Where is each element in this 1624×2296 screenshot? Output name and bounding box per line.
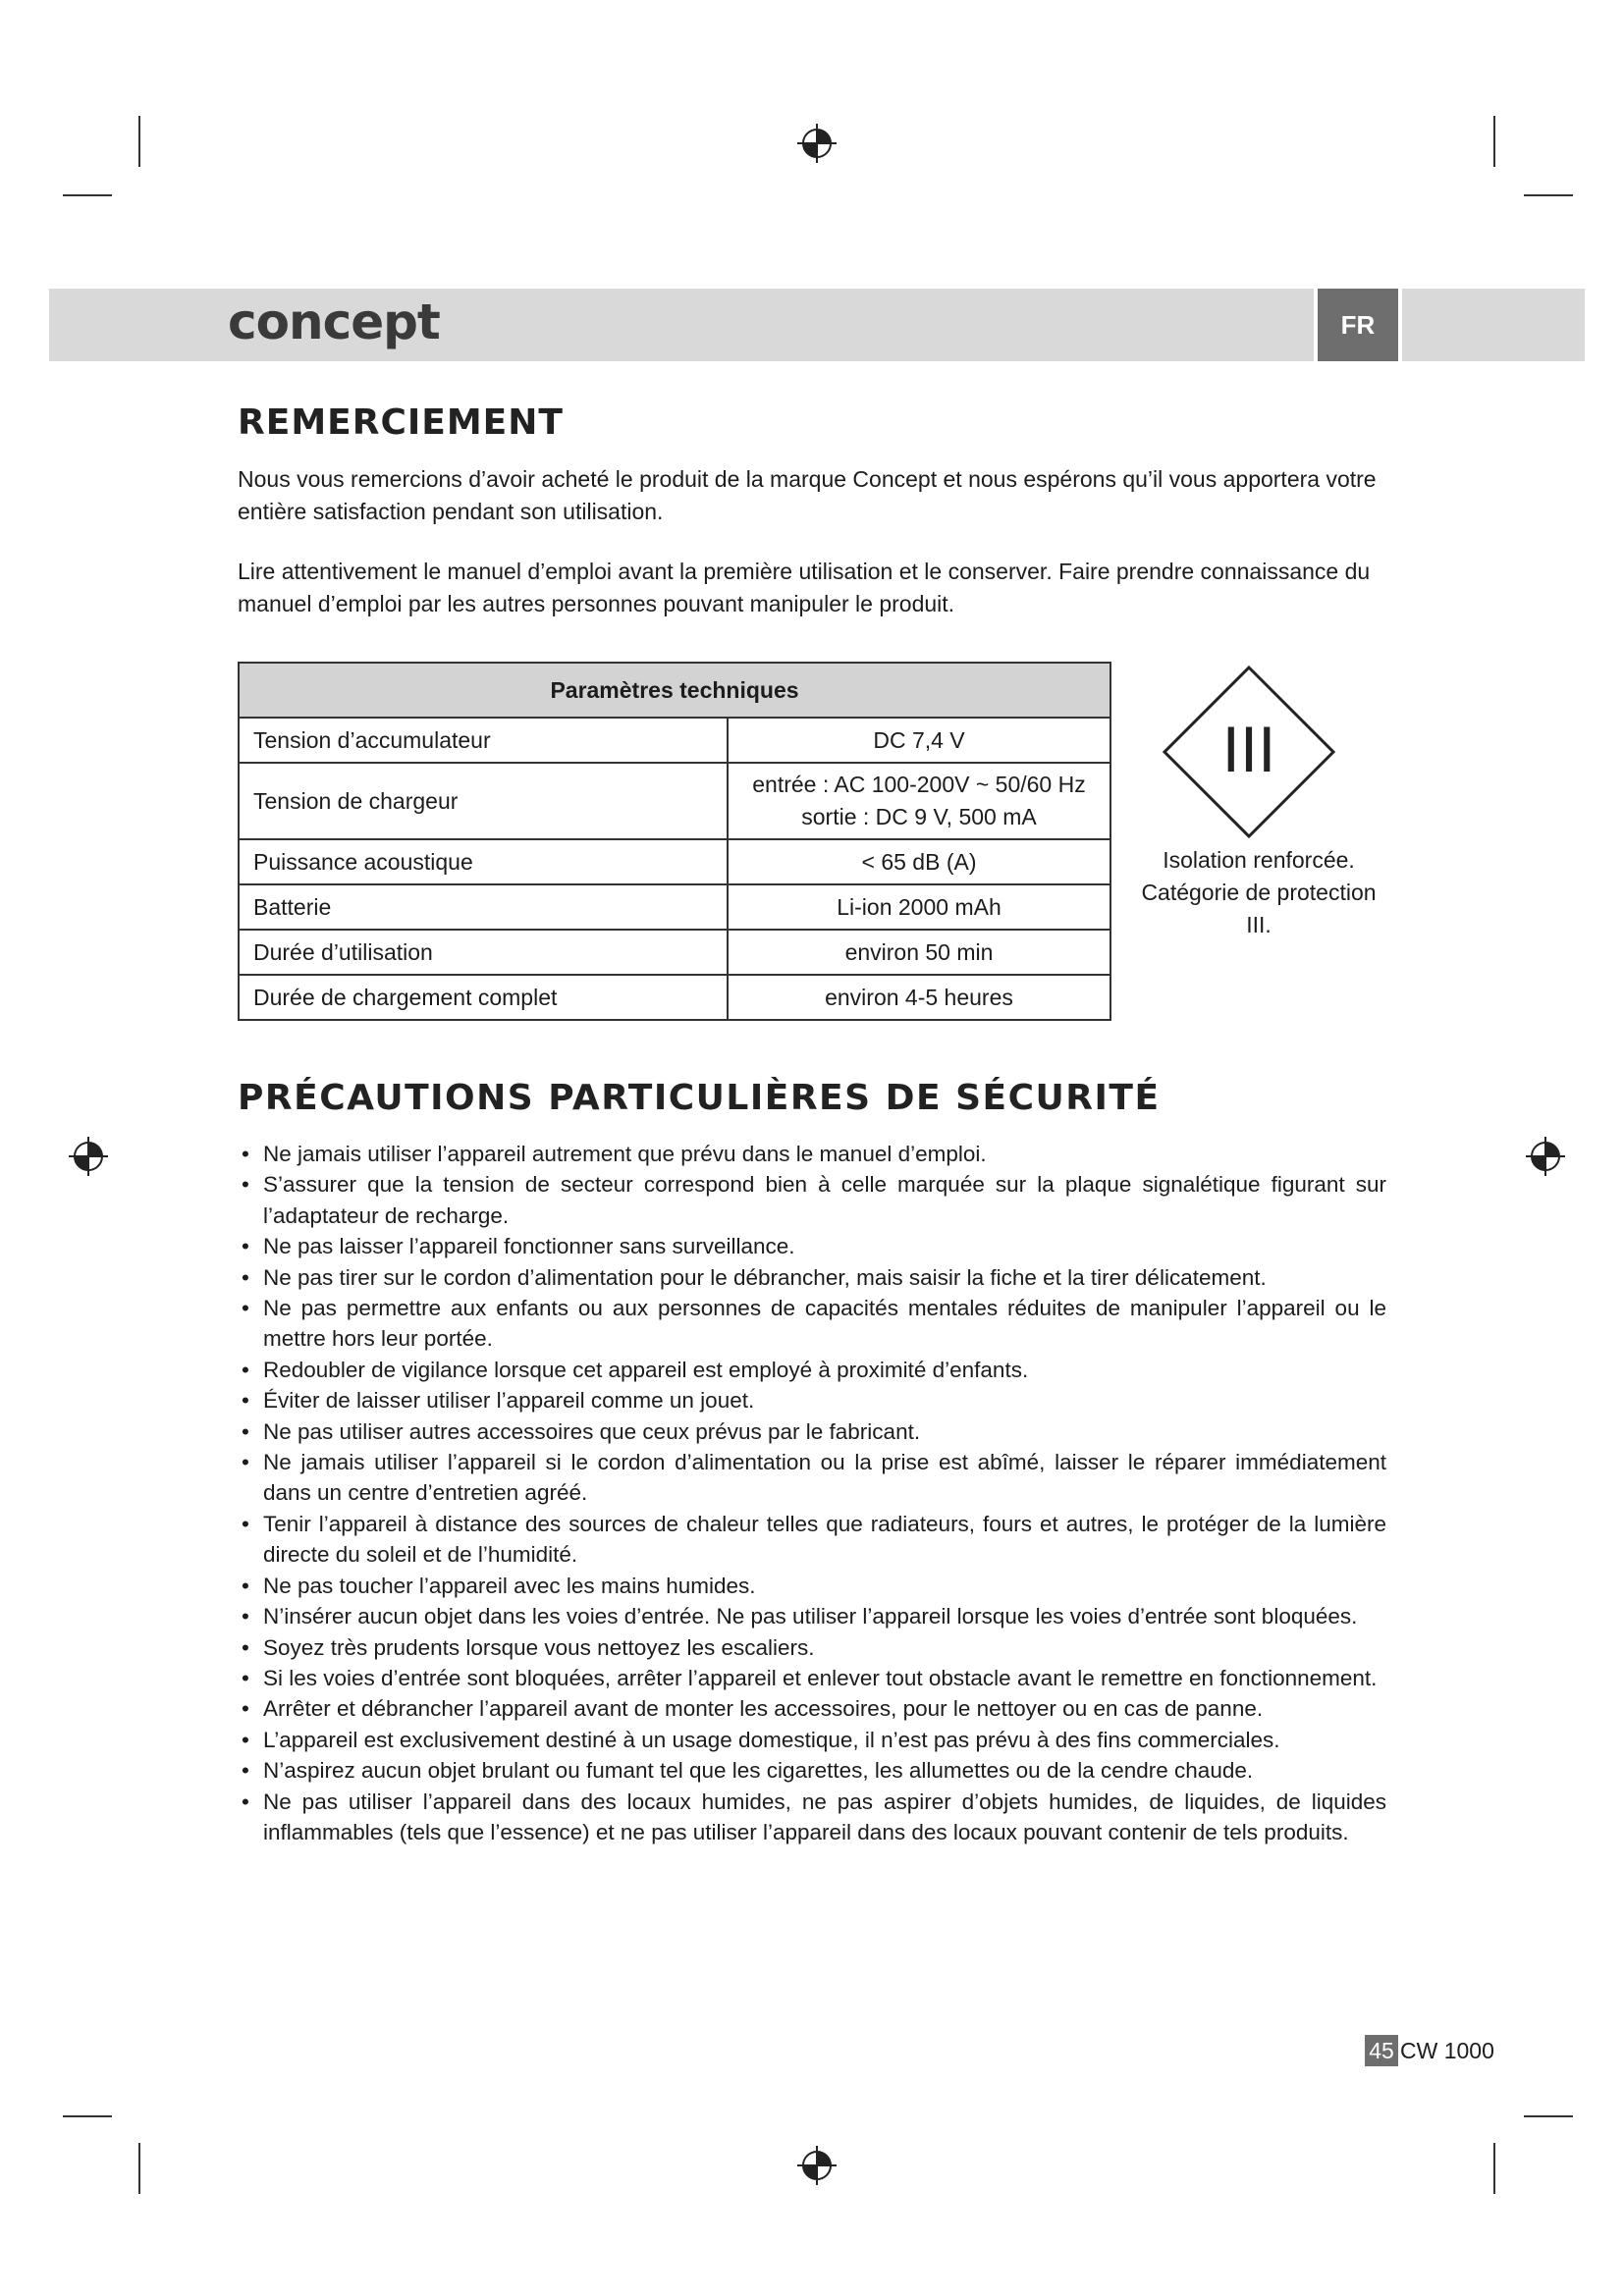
brand-logo: concept [228,294,440,350]
list-item: • Ne pas permettre aux enfants ou aux personnes de capacités mentales réduites de manipuler l’appareil ou le mettre hors leur portée. [238,1293,1386,1355]
crop-mark [1493,116,1495,167]
registration-mark-icon [67,1135,110,1178]
crop-mark [63,2115,112,2117]
manual-paragraph: Lire attentivement le manuel d’emploi avant la première utilisation et le conserver. Faire prendre connaissance du manuel d’emploi par les autres personnes pouvant manipuler le produit. [238,559,1371,616]
list-item: • Ne pas utiliser autres accessoires que ceux prévus par le fabricant. [238,1416,1386,1447]
spec-label: Durée d’utilisation [239,930,728,975]
protection-class-caption [1121,844,1396,941]
table-row [239,930,1110,975]
spec-label: Batterie [239,884,728,930]
list-item: • Soyez très prudents lorsque vous nettoyez les escaliers. [238,1632,1386,1663]
caption-line: III. [1246,912,1272,937]
spec-label: Puissance acoustique [239,839,728,884]
crop-mark [1524,194,1573,196]
list-item: • S’assurer que la tension de secteur correspond bien à celle marquée sur la plaque signalétique figurant sur l’adaptateur de recharge. [238,1169,1386,1231]
registration-mark-icon [795,122,839,165]
list-item: • N’aspirez aucun objet brulant ou fumant tel que les cigarettes, les allumettes ou de la cendre chaude. [238,1755,1386,1786]
model-name: CW 1000 [1400,2038,1494,2063]
spec-value: DC 7,4 V [728,718,1110,763]
table-row [239,763,1110,839]
list-item: • L’appareil est exclusivement destiné à un usage domestique, il n’est pas prévu à des fins commerciales. [238,1725,1386,1755]
list-item: • Ne pas utiliser l’appareil dans des locaux humides, ne pas aspirer d’objets humides, de liquides, de liquides inflammables (tels que l’essence) et ne pas utiliser l’appareil dans des locaux pouvant contenir de tels produits. [238,1787,1386,1848]
registration-mark-icon [795,2144,839,2187]
table-row [239,839,1110,884]
crop-mark [63,194,112,196]
language-badge: FR [1318,289,1398,361]
crop-mark [1524,2115,1573,2117]
list-item: • Tenir l’appareil à distance des sources de chaleur telles que radiateurs, fours et autres, le protéger de la lumière directe du soleil et de l’humidité. [238,1509,1386,1571]
spec-label: Tension de chargeur [239,763,728,839]
caption-line: Catégorie de protection [1141,880,1377,905]
crop-mark [138,2143,140,2194]
spec-table-header: Paramètres techniques [239,663,1110,718]
spec-value: environ 50 min [728,930,1110,975]
list-item: • Redoubler de vigilance lorsque cet appareil est employé à proximité d’enfants. [238,1355,1386,1385]
safety-list [238,1139,1386,1847]
list-item: • N’insérer aucun objet dans les voies d’entrée. Ne pas utiliser l’appareil lorsque les voies d’entrée sont bloquées. [238,1601,1386,1631]
spec-label: Tension d’accumulateur [239,718,728,763]
table-row [239,975,1110,1020]
section-title-thanks: REMERCIEMENT [238,402,564,443]
thanks-paragraph: Nous vous remercions d’avoir acheté le produit de la marque Concept et nous espérons qu’il vous apportera votre entière satisfaction pendant son utilisation. [238,466,1377,524]
list-item: • Ne pas laisser l’appareil fonctionner sans surveillance. [238,1231,1386,1261]
list-item: • Éviter de laisser utiliser l’appareil comme un jouet. [238,1385,1386,1415]
list-item: • Ne jamais utiliser l’appareil autrement que prévu dans le manuel d’emploi. [238,1139,1386,1169]
list-item: • Arrêter et débrancher l’appareil avant de monter les accessoires, pour le nettoyer ou en cas de panne. [238,1693,1386,1724]
spec-value-line: sortie : DC 9 V, 500 mA [801,804,1037,829]
caption-line: Isolation renforcée. [1163,847,1355,873]
list-item: • Ne pas tirer sur le cordon d’alimentation pour le débrancher, mais saisir la fiche et la tirer délicatement. [238,1262,1386,1293]
spec-value: Li-ion 2000 mAh [728,884,1110,930]
spec-table [238,662,1111,1021]
header-band-right [1402,289,1585,361]
table-row [239,718,1110,763]
protection-class-symbol-text: III [1221,715,1276,786]
crop-mark [138,116,140,167]
list-item: • Ne jamais utiliser l’appareil si le cordon d’alimentation ou la prise est abîmé, laisser le réparer immédiatement dans un centre d’entretien agréé. [238,1447,1386,1509]
spec-value: < 65 dB (A) [728,839,1110,884]
spec-label: Durée de chargement complet [239,975,728,1020]
table-row [239,884,1110,930]
section-title-safety: PRÉCAUTIONS PARTICULIÈRES DE SÉCURITÉ [238,1078,1161,1118]
crop-mark [1493,2143,1495,2194]
list-item: • Ne pas toucher l’appareil avec les mains humides. [238,1571,1386,1601]
registration-mark-icon [1524,1135,1567,1178]
spec-value-line: entrée : AC 100-200V ~ 50/60 Hz [752,772,1086,797]
spec-value [728,763,1110,839]
protection-class-iii-icon [1161,664,1337,840]
spec-value: environ 4-5 heures [728,975,1110,1020]
list-item: • Si les voies d’entrée sont bloquées, arrêter l’appareil et enlever tout obstacle avant le remettre en fonctionnement. [238,1663,1386,1693]
page-number: 45 [1365,2035,1398,2066]
